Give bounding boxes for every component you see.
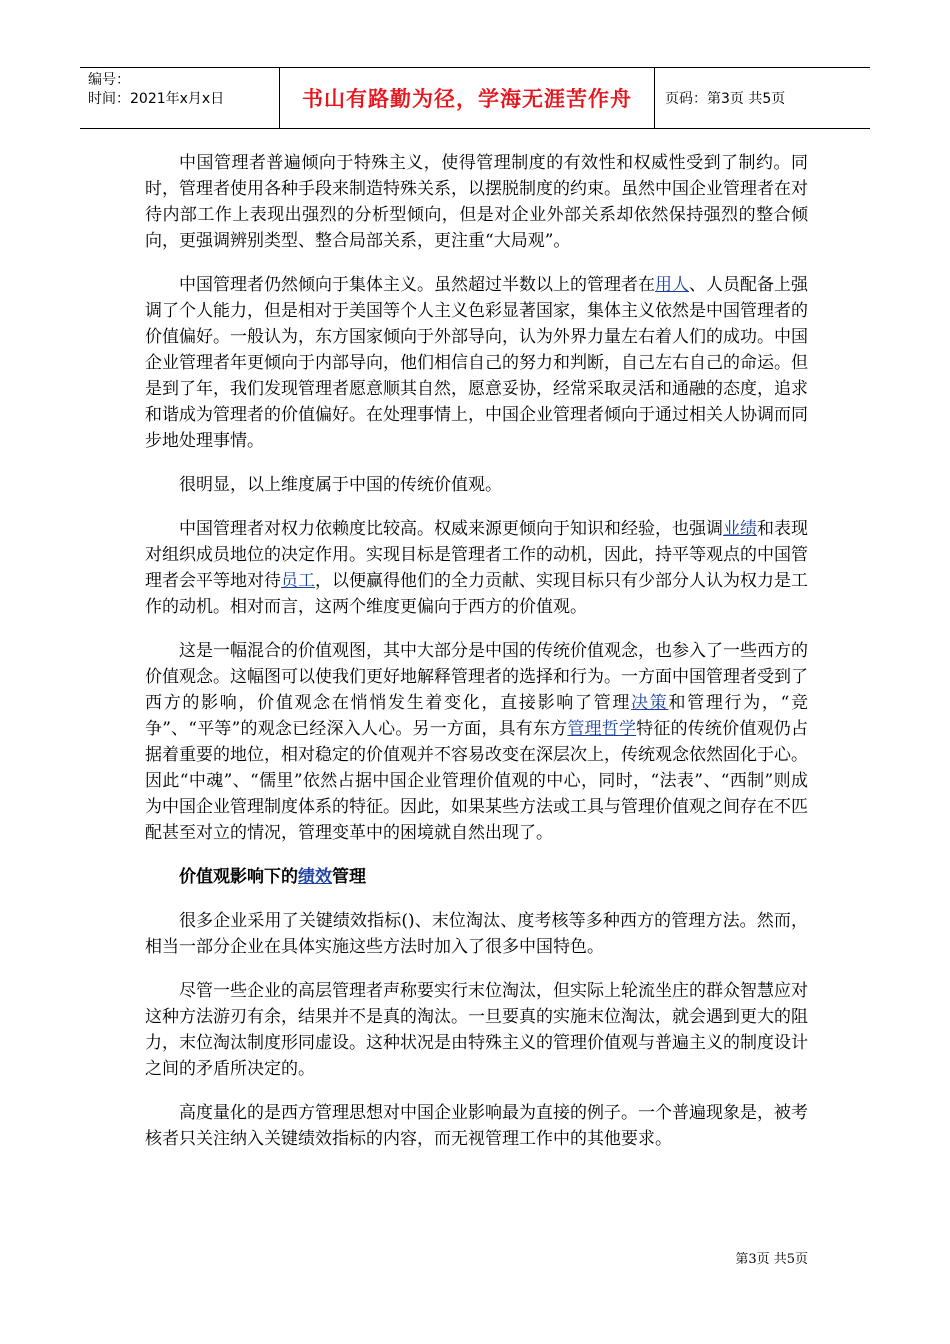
text-run: 中国管理者仍然倾向于集体主义。虽然超过半数以上的管理者在 [179, 275, 655, 295]
body-paragraph [145, 472, 808, 498]
text-run: 中国管理者普遍倾向于特殊主义，使得管理制度的有效性和权威性受到了制约。同时，管理者使用各种手段来制造特殊关系，以摆脱制度的约束。虽然中国企业管理者在对待内部工作上表现出强烈的分析型倾向，但是对企业外部关系却依然保持强烈的整合倾向，更强调辨别类型、整合局部关系，更注重“大局观”。 [145, 153, 808, 251]
page-header [80, 67, 870, 129]
header-page-code: 页码：第3页 共5页 [665, 91, 786, 107]
body-paragraph [145, 150, 808, 254]
header-meta [80, 68, 280, 128]
body-paragraph [145, 272, 808, 454]
text-run: ，以便赢得他们的全力贡献、实现目标只有少部分人认为权力是工作的动机。相对而言，这两个维度更偏向于西方的价值观。 [145, 571, 808, 617]
inline-link[interactable]: 决策 [631, 693, 669, 713]
document-number-label: 编号： [88, 72, 130, 88]
text-run: 、人员配备上强调了个人能力，但是相对于美国等个人主义色彩显著国家，集体主义依然是中国管理者的价值偏好。一般认为，东方国家倾向于外部导向，认为外界力量左右着人们的成功。中国企业管理者年更倾向于内部导向，他们相信自己的努力和判断，自己左右自己的命运。但是到了年，我们发现管理者愿意顺其自然，愿意妥协，经常采取灵活和通融的态度，追求和谐成为管理者的价值偏好。在处理事情上，中国企业管理者倾向于通过相关人协调而同步地处理事情。 [145, 275, 808, 451]
header-motto: 书山有路勤为径，学海无涯苦作舟 [280, 68, 655, 128]
body-paragraph [145, 516, 808, 620]
document-body [145, 150, 808, 1170]
text-run: 中国管理者对权力依赖度比较高。权威来源更倾向于知识和经验，也强调 [179, 519, 723, 539]
text-run: 这是一幅混合的价值观图，其中大部分是中国的传统价值观念，也参入了一些西方的价值观念。这幅图可以使我们更好地解释管理者的选择和行为。一方面中国管理者受到了西方的影响，价值观念在悄悄发生着变化，直接影响了管理 [145, 641, 808, 713]
document-time-label: 时间：2021年x月x日 [88, 91, 225, 107]
body-paragraph [145, 978, 808, 1082]
inline-link[interactable]: 用人 [655, 275, 689, 295]
inline-link[interactable]: 员工 [281, 571, 315, 591]
inline-link[interactable]: 管理哲学 [567, 719, 637, 739]
body-paragraph [145, 1100, 808, 1152]
text-run: 和表现对组织成员地位的决定作用。实现目标是管理者工作的动机，因此，持平等观点的中国管理者会平等地对待 [145, 519, 808, 591]
text-run: 高度量化的是西方管理思想对中国企业影响最为直接的例子。一个普遍现象是，被考核者只关注纳入关键绩效指标的内容，而无视管理工作中的其他要求。 [145, 1103, 808, 1149]
inline-link[interactable]: 业绩 [723, 519, 757, 539]
page-footer: 第3页 共5页 [735, 1252, 808, 1267]
text-run: 特征的传统价值观仍占据着重要的地位，相对稳定的价值观并不容易改变在深层次上，传统观念依然固化于心。因此“中魂”、“儒里”依然占据中国企业管理价值观的中心，同时，“法表”、“西制”则成为中国企业管理制度体系的特征。因此，如果某些方法或工具与管理价值观之间存在不匹配甚至对立的情况，管理变革中的困境就自然出现了。 [145, 719, 808, 843]
text-run: 尽管一些企业的高层管理者声称要实行末位淘汰，但实际上轮流坐庄的群众智慧应对这种方法游刃有余，结果并不是真的淘汰。一旦要真的实施末位淘汰，就会遇到更大的阻力，末位淘汰制度形同虚设。这种状况是由特殊主义的管理价值观与普遍主义的制度设计之间的矛盾所决定的。 [145, 981, 808, 1079]
text-run: 和管理行为，“竞争”、“平等”的观念已经深入人心。另一方面，具有东方 [145, 693, 809, 739]
text-run: 很明显，以上维度属于中国的传统价值观。 [179, 475, 502, 495]
body-paragraph [145, 908, 808, 960]
text-run: 管理 [332, 867, 366, 887]
text-run: 价值观影响下的 [179, 867, 298, 887]
inline-link[interactable]: 绩效 [298, 867, 332, 887]
body-paragraph [145, 638, 808, 846]
text-run: 很多企业采用了关键绩效指标()、末位淘汰、度考核等多种西方的管理方法。然而，相当一部分企业在具体实施这些方法时加入了很多中国特色。 [145, 911, 808, 957]
section-heading [145, 864, 808, 890]
